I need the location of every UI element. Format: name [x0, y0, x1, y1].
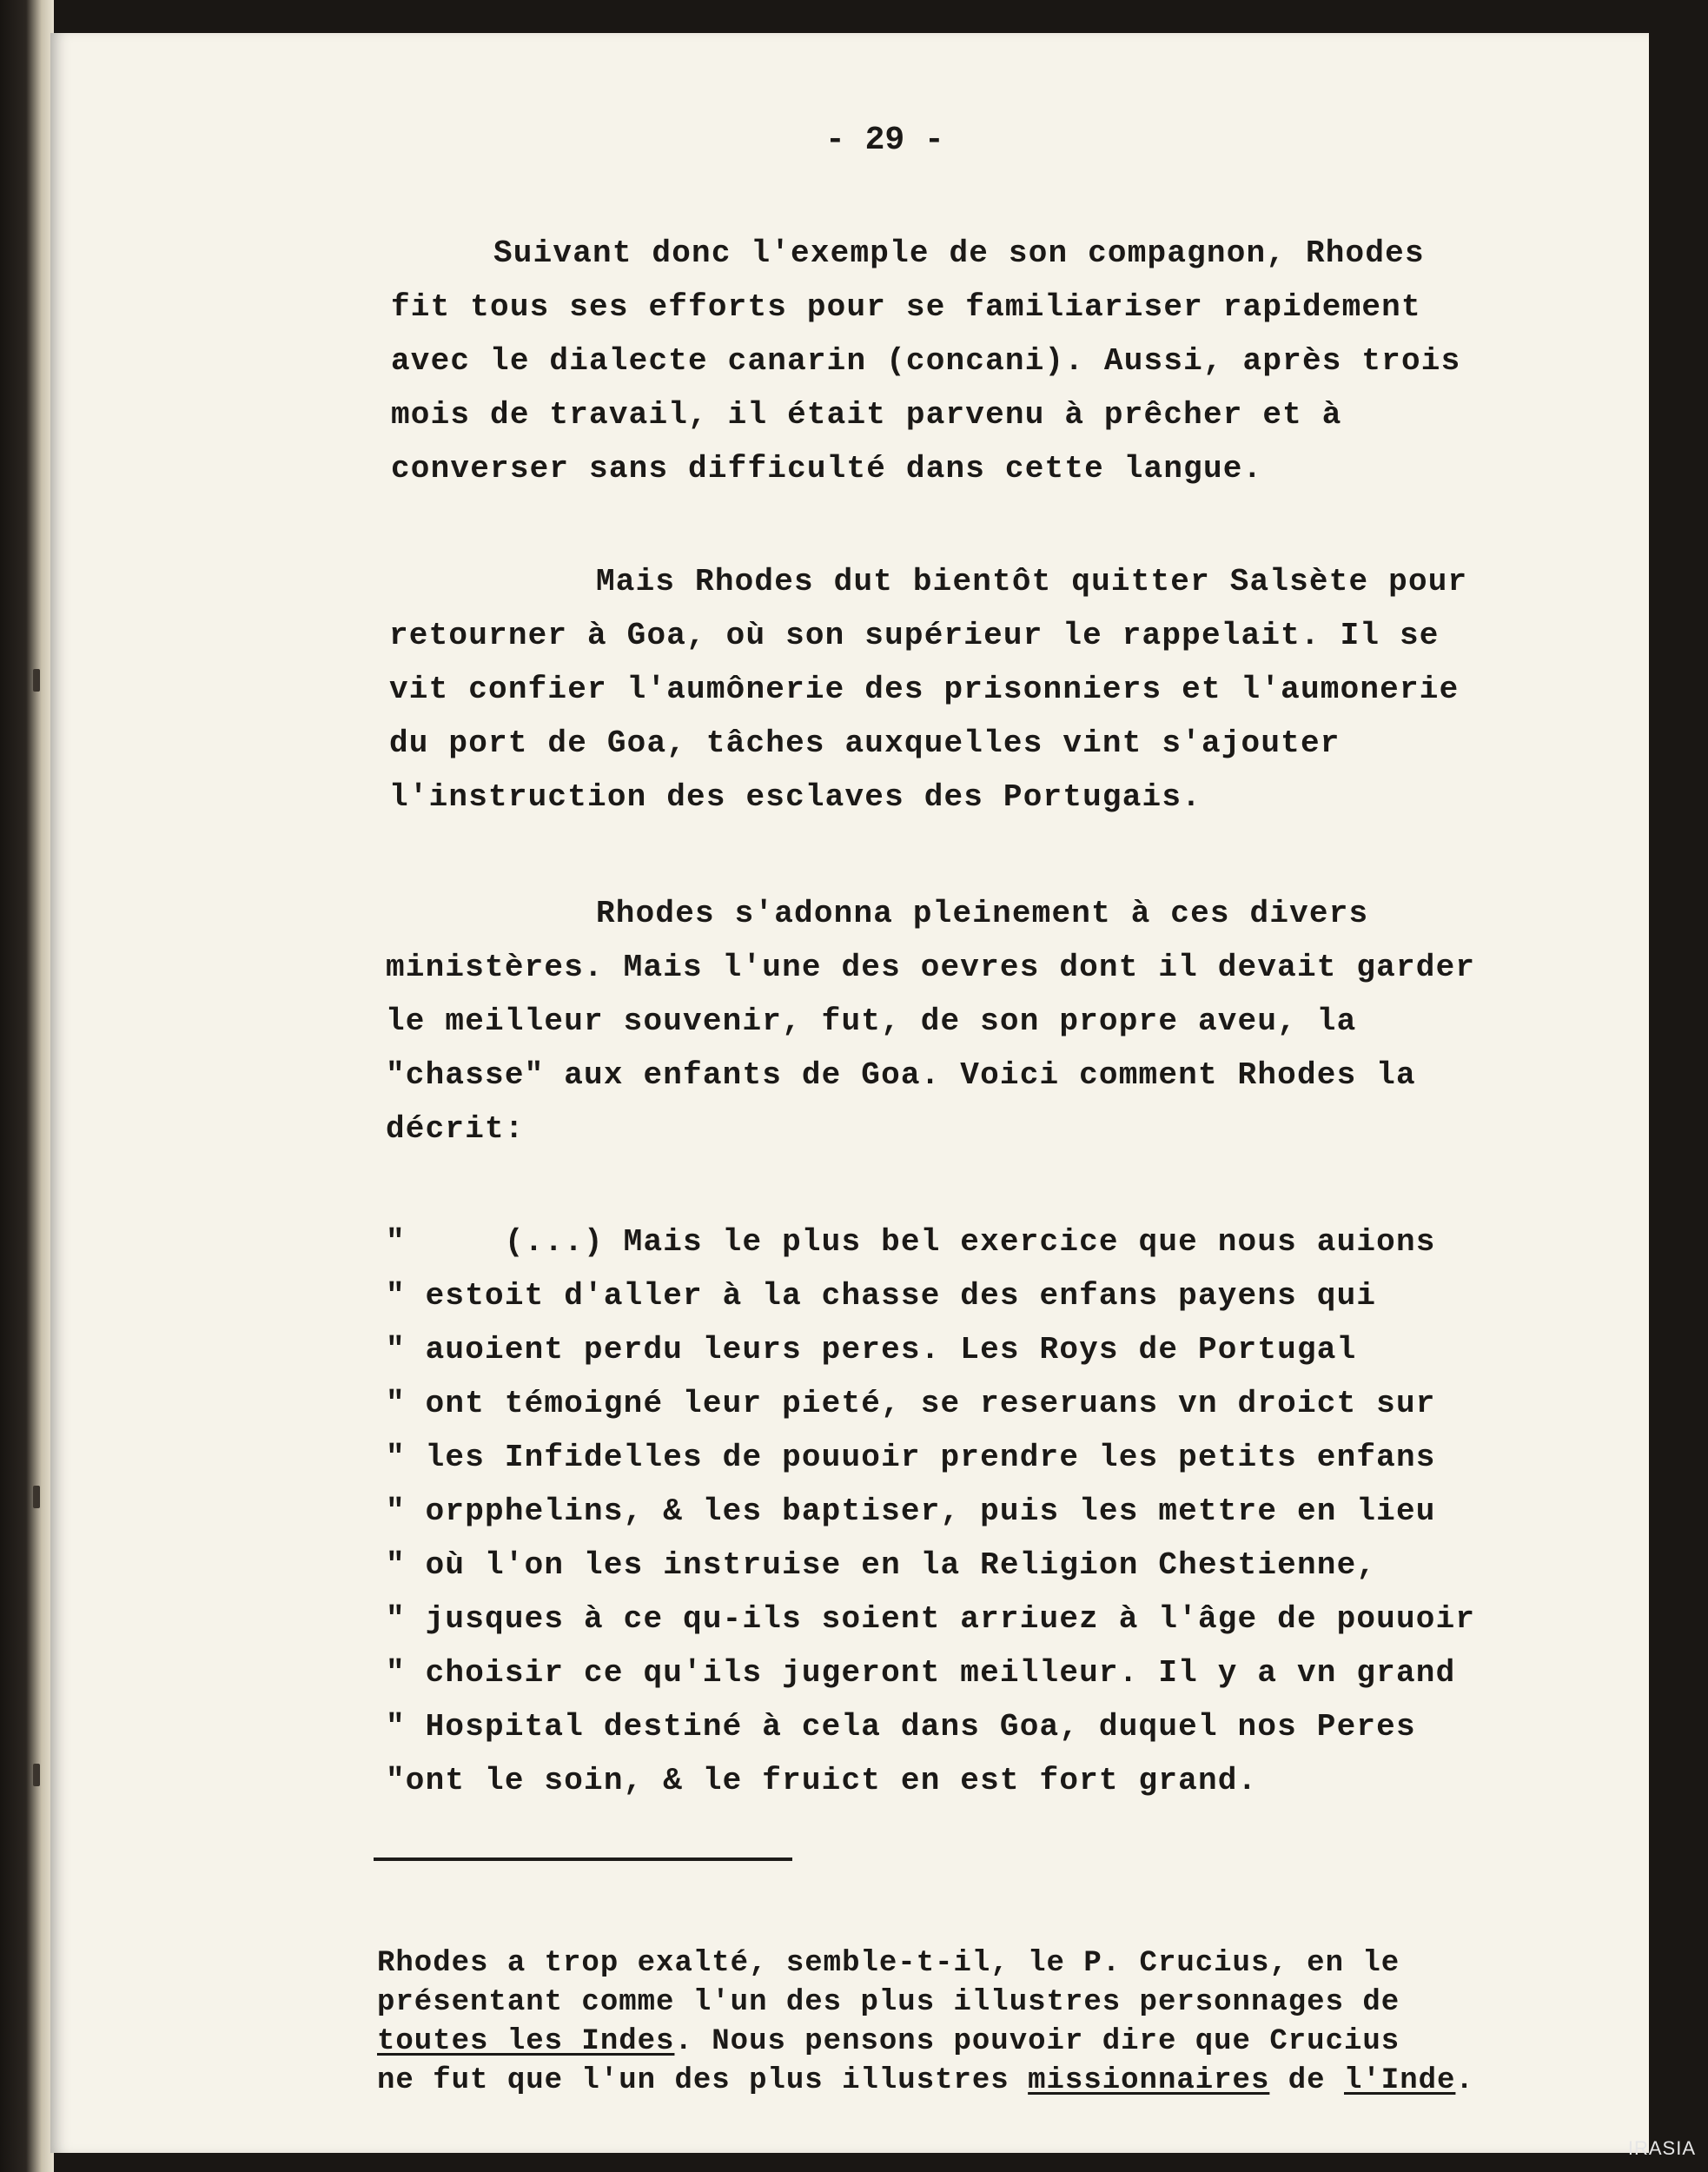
footnote-separator — [374, 1857, 792, 1861]
quote-line: " où l'on les instruise en la Religion Chestienne, — [386, 1547, 1377, 1583]
quote-line: " choisir ce qu'ils jugeront meilleur. Il y a vn grand — [386, 1655, 1456, 1691]
book-binding-edge — [0, 0, 54, 2172]
binding-staple — [33, 1764, 40, 1786]
paragraph-line: retourner à Goa, où son supérieur le rappelait. Il se — [389, 618, 1440, 653]
quote-line: "ont le soin, & le fruict en est fort grand. — [386, 1763, 1258, 1798]
quote-line: " (...) Mais le plus bel exercice que nous auions — [386, 1224, 1436, 1260]
paragraph-line: l'instruction des esclaves des Portugais. — [389, 779, 1202, 815]
underlined-word: missionnaires — [1028, 2064, 1270, 2097]
footnote-text: . — [1455, 2064, 1474, 2097]
quote-line: " auoient perdu leurs peres. Les Roys de Portugal — [386, 1332, 1357, 1367]
underlined-phrase: toutes les Indes — [377, 2025, 675, 2058]
archive-watermark: IRASIA — [1627, 2137, 1696, 2159]
paragraph-line: Rhodes s'adonna pleinement à ces divers — [596, 896, 1369, 931]
paragraph-line: décrit: — [386, 1111, 525, 1147]
binding-staple — [33, 1486, 40, 1508]
paragraph-line: "chasse" aux enfants de Goa. Voici comment Rhodes la — [386, 1057, 1416, 1093]
paragraph-line: fit tous ses efforts pour se familiariser rapidement — [391, 289, 1421, 325]
quote-line: " orpphelins, & les baptiser, puis les mettre en lieu — [386, 1493, 1436, 1529]
footnote-text: ne fut que l'un des plus illustres — [377, 2064, 1029, 2097]
footnote-line — [377, 2024, 1400, 2059]
paragraph-line: du port de Goa, tâches auxquelles vint s'ajouter — [389, 725, 1341, 761]
paragraph-line: converser sans difficulté dans cette langue. — [391, 451, 1263, 487]
paragraph-line: Mais Rhodes dut bientôt quitter Salsète pour — [596, 564, 1468, 599]
quote-line: " jusques à ce qu-ils soient arriuez à l'âge de pouuoir — [386, 1601, 1476, 1637]
footnote-line: présentant comme l'un des plus illustres personnages de — [377, 1986, 1400, 2019]
paragraph-line: le meilleur souvenir, fut, de son propre aveu, la — [386, 1003, 1357, 1039]
binding-staple — [33, 669, 40, 692]
underlined-word: l'Inde — [1344, 2064, 1456, 2097]
footnote-line: Rhodes a trop exalté, semble-t-il, le P. Crucius, en le — [377, 1947, 1400, 1980]
paragraph-line: Suivant donc l'exemple de son compagnon, Rhodes — [493, 235, 1425, 271]
footnote-text: de — [1269, 2064, 1344, 2097]
footnote-line — [377, 2063, 1474, 2098]
quote-line: " Hospital destiné à cela dans Goa, duquel nos Peres — [386, 1709, 1416, 1745]
paragraph-line: mois de travail, il était parvenu à prêcher et à — [391, 397, 1342, 433]
footnote-text: . Nous pensons pouvoir dire que Crucius — [674, 2025, 1400, 2058]
paragraph-line: vit confier l'aumônerie des prisonniers et l'aumonerie — [389, 672, 1460, 707]
quote-line: " ont témoigné leur pieté, se reseruans vn droict sur — [386, 1386, 1436, 1421]
paragraph-line: avec le dialecte canarin (concani). Aussi, après trois — [391, 343, 1461, 379]
quote-line: " les Infidelles de pouuoir prendre les petits enfans — [386, 1440, 1436, 1475]
page-number: - 29 - — [825, 122, 944, 159]
quote-line: " estoit d'aller à la chasse des enfans payens qui — [386, 1278, 1377, 1314]
paragraph-line: ministères. Mais l'une des oevres dont il devait garder — [386, 950, 1476, 985]
